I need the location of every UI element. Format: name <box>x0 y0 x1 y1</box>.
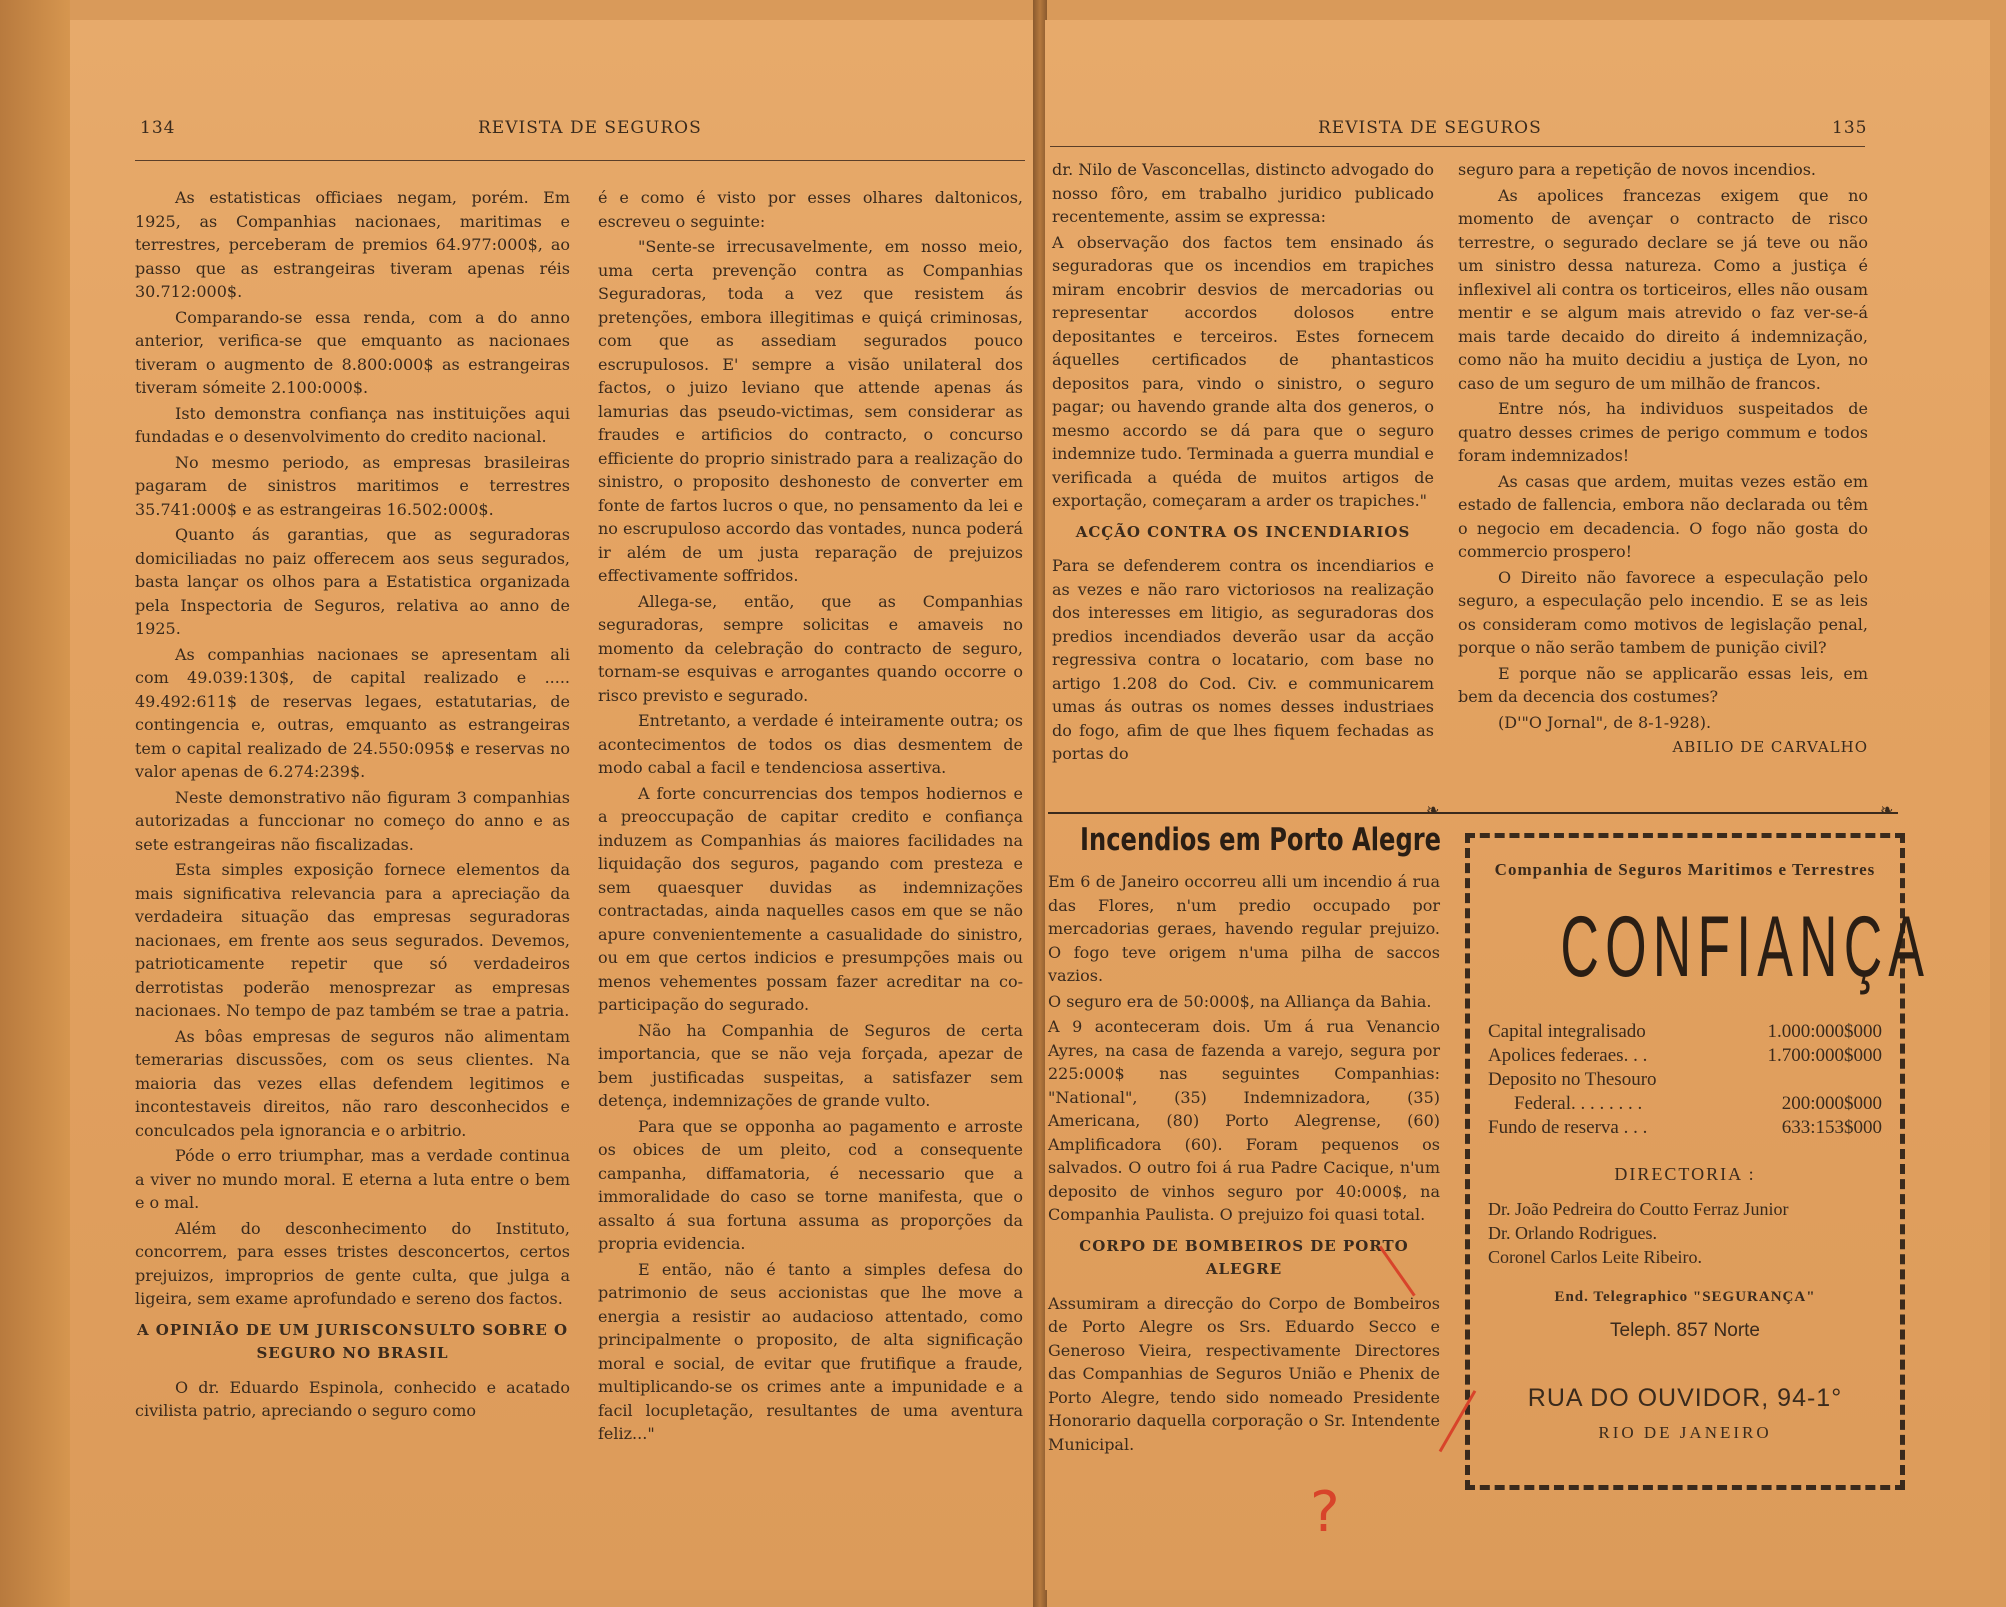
right-col-1 <box>1052 158 1434 768</box>
section-divider <box>1048 812 1898 814</box>
confianca-advertisement <box>1465 833 1931 1490</box>
paragraph: As companhias nacionaes se apresentam ali com 49.039:130$, de capital realizado e ..... 49.492:611$ de reservas legaes, estatutarias, de contingencia e, outras, emquanto as estrangeiras tem o capital realizado de 24.550:095$ e reservas no valor apenas de 6.274:239$. <box>135 644 570 781</box>
left-col-1 <box>135 186 570 1425</box>
paragraph: Em 6 de Janeiro occorreu alli um incendio á rua das Flores, n'um predio occupado por mercadorias geraes, havendo regular prejuizo. O fogo teve origem n'uma pilha de saccos vazios. <box>1048 872 1440 985</box>
left-head-rule <box>135 160 1025 161</box>
headline: Incendios em Porto Alegre <box>1080 822 1442 858</box>
paragraph: Assumiram a direcção do Corpo de Bombeiros de Porto Alegre os Srs. Eduardo Secco e Generoso Vieira, respectivamente Directores das Companhias de Seguros União e Phenix de Porto Alegre, tendo sido nomeado Presidente Honorario daquella corporação o Sr. Intendente Municipal. <box>1048 1293 1440 1454</box>
ad-director: Dr. Orlando Rodrigues. <box>1488 1223 1657 1243</box>
signature: ABILIO DE CARVALHO <box>1672 738 1868 756</box>
ad-row-label: Apolices federaes. . . <box>1488 1045 1648 1066</box>
paragraph: Esta simples exposição fornece elementos da mais significativa relevancia para a apreciação da verdadeira situação das empresas seguradoras nacionaes, em frente aos seus segurados. Devemos, patrioticamente repetir que só verdadeiros derrotistas poderão menosprezar as empresas nacionaes. No tempo de paz também se trae a patria. <box>135 860 570 1020</box>
paragraph: Além do desconhecimento do Instituto, concorrem, para esses tristes desconcertos, certos prejuizos, improprios de gente culta, que julga a ligeira, sem exame aprofundado e sereno dos factos. <box>135 1218 570 1308</box>
right-col-2 <box>1458 158 1868 762</box>
paragraph: é e como é visto por esses olhares daltonicos, escreveu o seguinte: <box>598 188 1023 231</box>
binding-edge <box>0 0 70 1607</box>
ad-director: Dr. João Pedreira do Coutto Ferraz Junior <box>1488 1199 1789 1219</box>
ad-address: RUA DO OUVIDOR, 94-1° <box>1527 1384 1843 1412</box>
section-subhead: A OPINIÃO DE UM JURISCONSULTO SOBRE O SEGURO NO BRASIL <box>136 1320 569 1362</box>
paragraph: Quanto ás garantias, que as seguradoras domiciliadas no paiz offerecem aos seus segurados, basta lançar os olhos para a Estatistica organizada pela Inspectoria de Seguros, relativa ao anno de 1925. <box>135 525 570 638</box>
ad-row-value: 1.000:000$000 <box>1767 1021 1882 1042</box>
paragraph: O dr. Eduardo Espinola, conhecido e acatado civilista patrio, apreciando o seguro como <box>135 1377 570 1420</box>
ad-row <box>1484 1116 1886 1140</box>
ad-row-value <box>1737 1068 1882 1092</box>
section-subhead: CORPO DE BOMBEIROS DE PORTO ALEGRE <box>1079 1236 1409 1278</box>
left-running-head: REVISTA DE SEGUROS <box>478 118 702 138</box>
paragraph: As casas que ardem, muitas vezes estão em estado de fallencia, embora não declarada ou têm o negocio em decadencia. O fogo não gosta do commercio prospero! <box>1458 471 1868 561</box>
citation: (D'"O Jornal", de 8-1-928). <box>1498 712 1712 732</box>
paragraph: Entre nós, ha individuos suspeitados de quatro desses crimes de perigo commum e todos foram indemnizados! <box>1458 399 1868 465</box>
ad-company: Companhia de Seguros Maritimos e Terrestres <box>1494 860 1876 879</box>
ad-row-label: Deposito no Thesouro <box>1488 1069 1657 1090</box>
paragraph: Para se defenderem contra os incendiarios e as vezes e não raro victoriosos na realização dos interesses em litigio, as seguradoras dos predios incendiados deverão usar da acção regressiva contra o locatario, com base no artigo 1.208 do Cod. Civ. e communicarem umas ás outras os nomes desses industriaes do fogo, afim de que lhes fiquem fechadas as portas do <box>1052 556 1434 763</box>
ad-row <box>1484 1068 1886 1092</box>
paragraph: Entretanto, a verdade é inteiramente outra; os acontecimentos de todos os dias desmentem de modo cabal a facil e tendenciosa assertiva. <box>598 711 1023 777</box>
paragraph: "Sente-se irrecusavelmente, em nosso meio, uma certa prevenção contra as Companhias Seguradoras, toda a vez que resistem ás pretenções, embora illegitimas e quiçá criminosas, com que as assediam segurados pouco escrupulosos. E' sempre a visão unilateral dos factos, o juizo leviano que attende apenas ás lamurias das pseudo-victimas, sem considerar as fraudes e artificios do contracto, o concurso efficiente do proprio sinistrado para a realização do sinistro, o proposito deshonesto de converter em fonte de fartos lucros o que, no pensamento da lei e no escrupuloso accordo das vontades, nunca poderá ir além de um justa reparação de prejuizos effectivamente soffridos. <box>598 237 1023 585</box>
paragraph: Comparando-se essa renda, com a do anno anterior, verifica-se que emquanto as nacionaes tiveram o augmento de 8.800:000$ as estrangeiras tiveram sómeite 2.100:000$. <box>135 307 570 397</box>
paragraph: As estatisticas officiaes negam, porém. Em 1925, as Companhias nacionaes, maritimas e terrestres, perceberam de premios 64.977:000$, ao passo que as estrangeiras tiveram apenas réis 30.712:000$. <box>135 188 570 301</box>
ad-row <box>1484 1044 1886 1068</box>
paragraph: As apolices francezas exigem que no momento de avençar o contracto de risco terrestre, o segurado declare se já teve ou não um sinistro dessa natureza. Como a justiça é inflexivel ali contra os torticeiros, elles não ousam mentir e se algum mais atrevido o faz ver-se-á mais tarde decaido do direito á indemnização, como não ha muito decidiu a justiça de Lyon, no caso de um seguro de um milhão de francos. <box>1458 185 1868 393</box>
ornament-icon: ❧ <box>1426 800 1440 819</box>
ad-row <box>1484 1092 1886 1116</box>
paragraph: O seguro era de 50:000$, na Alliança da Bahia. <box>1048 991 1432 1011</box>
right-head-rule <box>1050 146 1865 147</box>
paragraph: seguro para a repetição de novos incendios. <box>1458 160 1817 179</box>
ad-row-label: Capital integralisado <box>1488 1021 1646 1042</box>
paragraph: dr. Nilo de Vasconcellas, distincto advogado do nosso fôro, em trabalho juridico publicado recentemente, assim se expressa: <box>1052 160 1434 226</box>
incendios-article <box>1048 870 1440 1458</box>
ad-brand: CONFIANÇA <box>1560 899 1931 995</box>
ad-telegraph: End. Telegraphico "SEGURANÇA" <box>1554 1289 1816 1305</box>
paragraph: O Direito não favorece a especulação pelo seguro, a especulação pelo incendio. E se as leis os consideram como motivos de legislação penal, porque o não serão tambem de punição civil? <box>1458 567 1868 657</box>
paragraph: As bôas empresas de seguros não alimentam temerarias discussões, com os seus clientes. Na maioria das vezes ellas defendem legitimos e incontestaveis direitos, não raro desconhecidos e conculcados pela ignorancia e o arbitrio. <box>135 1026 570 1140</box>
paragraph: Não ha Companhia de Seguros de certa importancia, que se não veja forçada, apezar de bem justificadas suspeitas, a satisfazer sem detença, indemnizações de grande vulto. <box>598 1020 1023 1110</box>
paragraph: A forte concurrencias dos tempos hodiernos e a preoccupação de capitar credito e confiança induzem as Companhias ás maiores facilidades na liquidação dos seguros, pagando com presteza e sem quaesquer duvidas as indemnizações contractadas, ainda naquelles casos em que se não apure convenientemente a casualidade do sinistro, ou em que certos indicios e presumpções mais ou menos vehementes possam fazer acreditar na co-participação do segurado. <box>598 783 1023 1014</box>
section-subhead: ACÇÃO CONTRA OS INCENDIARIOS <box>1075 522 1411 541</box>
right-running-head: REVISTA DE SEGUROS <box>1318 118 1542 138</box>
paragraph: E porque não se applicarão essas leis, em bem da decencia dos costumes? <box>1458 663 1868 706</box>
ad-row-value: 200:000$000 <box>1781 1093 1882 1114</box>
ad-row-value: 633:153$000 <box>1781 1117 1882 1138</box>
paragraph: E então, não é tanto a simples defesa do patrimonio de seus accionistas que lhe move a energia a resistir ao audacioso attentado, como principalmente o proposito, de alta significação moral e social, de evitar que frutifique a fraude, multiplicando-se os crimes ante a impunidade e a facil locupletação, resultantes de uma aventura feliz..." <box>598 1259 1023 1443</box>
paragraph: A observação dos factos tem ensinado ás seguradoras que os incendios em trapiches miram encobrir desvios de mercadorias ou representar accordos dolosos entre depositantes e terceiros. Estes fornecem áquelles certificados de phantasticos depositos para, vindo o sinistro, o seguro pagar; ou havendo grande alta dos generos, o mesmo accordo se dá para que o seguro indemnize tudo. Terminada a guerra mundial e verificada a quéda de muitos artigos de exportação, começaram a arder os trapiches." <box>1052 232 1434 510</box>
left-col-2 <box>598 186 1023 1448</box>
ad-row-label: Federal. . . . . . . . <box>1514 1093 1643 1114</box>
right-page-number: 135 <box>1832 118 1868 138</box>
ad-city: RIO DE JANEIRO <box>1598 1423 1772 1442</box>
ad-row <box>1484 1020 1886 1044</box>
ad-phone: Teleph. 857 Norte <box>1610 1320 1760 1341</box>
paragraph: Póde o erro triumphar, mas a verdade continua a viver no mundo moral. E eterna a luta entre o bem e o mal. <box>135 1146 570 1212</box>
ad-row-label: Fundo de reserva . . . <box>1488 1117 1648 1138</box>
ad-directoria: DIRECTORIA : <box>1614 1164 1756 1184</box>
paragraph: Allega-se, então, que as Companhias seguradoras, sempre solicitas e amaveis no momento da celebração do contracto de seguro, tornam-se esquivas e arrogantes quando occorre o risco previsto e segurado. <box>598 591 1023 705</box>
ad-row-value: 1.700:000$000 <box>1767 1045 1882 1066</box>
paragraph: No mesmo periodo, as empresas brasileiras pagaram de sinistros maritimos e terrestres 35.741:000$ e as estrangeiras 16.502:000$. <box>135 452 570 519</box>
paragraph: Isto demonstra confiança nas instituições aqui fundadas e o desenvolvimento do credito nacional. <box>135 403 570 446</box>
question-mark-annotation: ? <box>1310 1480 1340 1545</box>
paragraph: Neste demonstrativo não figuram 3 companhias autorizadas a funccionar no começo do anno e as sete estrangeiras não fiscalizadas. <box>135 787 570 854</box>
left-page-number: 134 <box>140 118 176 138</box>
ad-director: Coronel Carlos Leite Ribeiro. <box>1488 1247 1702 1267</box>
ornament-icon: ❧ <box>1880 800 1894 819</box>
paragraph: A 9 aconteceram dois. Um á rua Venancio Ayres, na casa de fazenda a varejo, segura por 225:000$ nas seguintes Companhias: "National", (35) Indemnizadora, (35) Americana, (80) Porto Alegrense, (60) Amplificadora (60). Foram pequenos os salvados. O outro foi á rua Padre Cacique, n'um deposito de vinhos seguro por 40:000$, na Companhia Paulista. O prejuizo foi quasi total. <box>1048 1017 1440 1224</box>
paragraph: Para que se opponha ao pagamento e arrostе os obices de um pleito, cod a consequente campanha, diffamatoria, é necessario que a immoralidade do caso se torne manifesta, que o assalto á sua fortuna assuma as proporções da propria evidencia. <box>598 1116 1023 1253</box>
